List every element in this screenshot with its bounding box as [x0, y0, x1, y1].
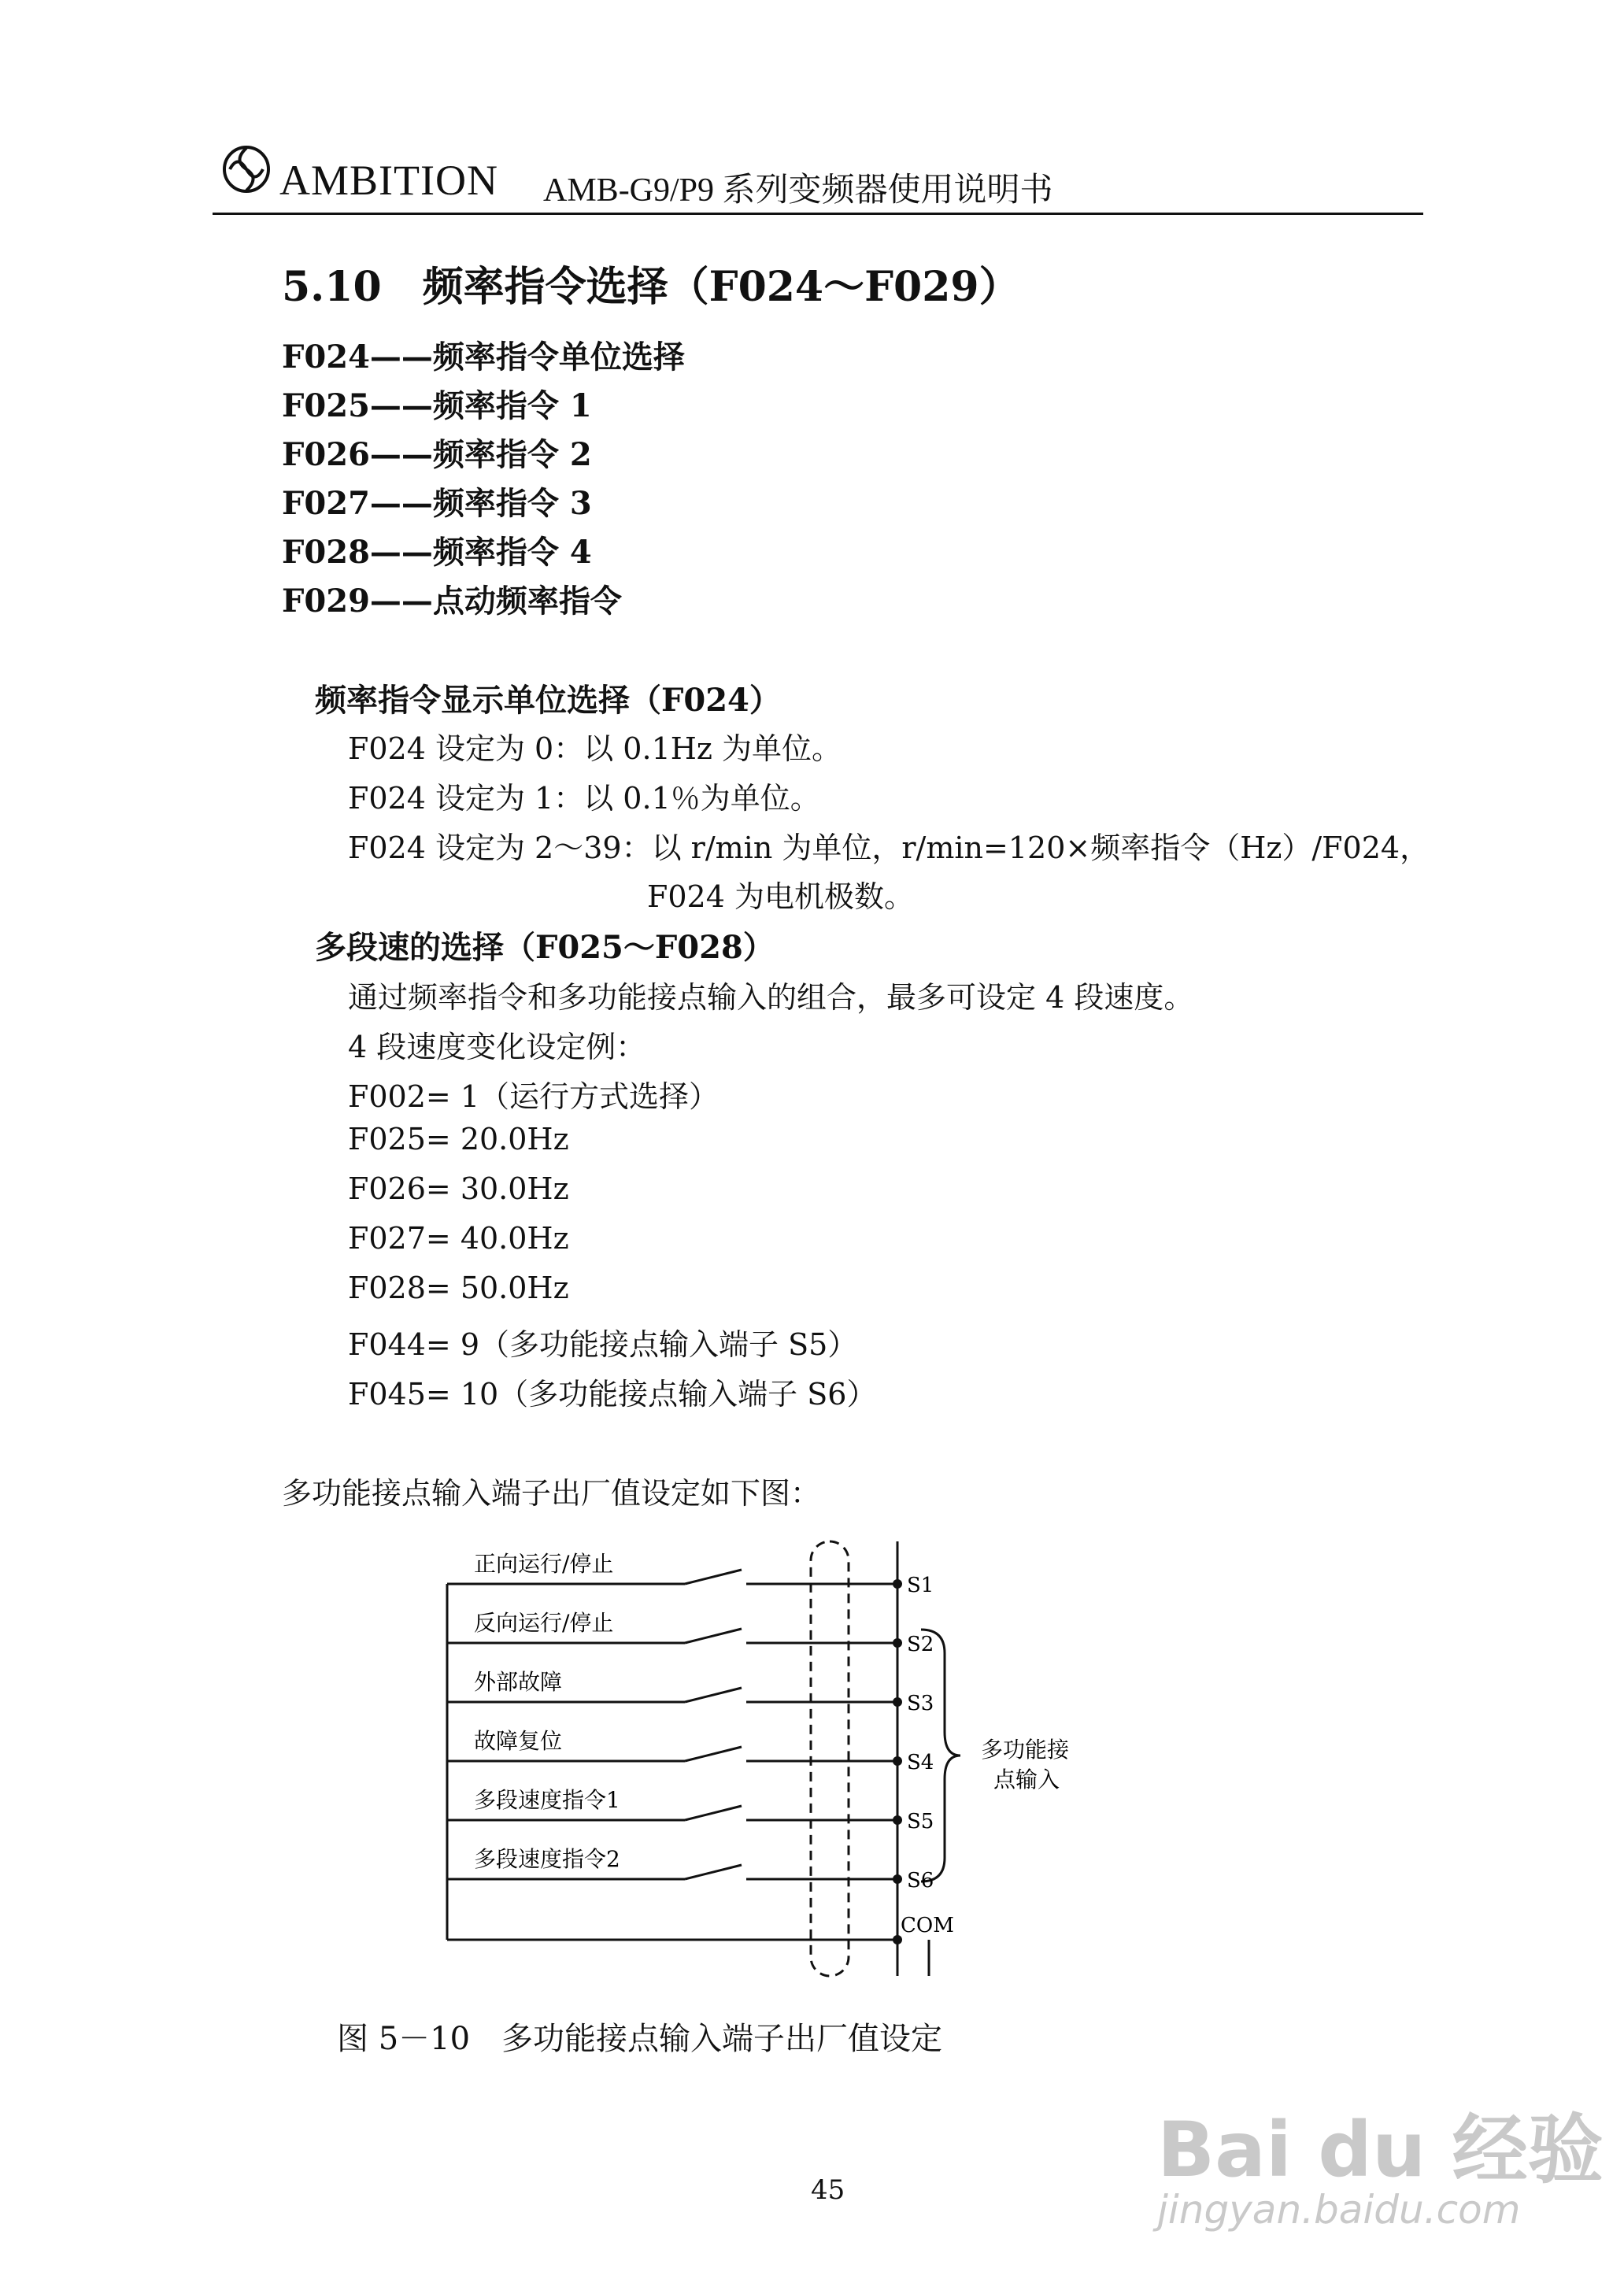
input-label: 反向运行/停止	[474, 1610, 614, 1636]
header-rule	[213, 213, 1423, 215]
unit-select-line: F024 设定为 1：以 0.1％为单位。	[348, 781, 820, 816]
diagram-intro: 多功能接点输入端子出厂值设定如下图：	[282, 1476, 821, 1511]
wiring-diagram	[425, 1527, 1102, 1984]
terminal-label: S1	[907, 1574, 934, 1597]
param-item: F026——频率指令 2	[282, 436, 592, 473]
figure-caption: 图 5－10 多功能接点输入端子出厂值设定	[337, 2021, 943, 2057]
unit-select-continuation: F024 为电机极数。	[647, 879, 914, 914]
input-label: 故障复位	[474, 1728, 563, 1754]
multi-speed-heading: 多段速的选择（F025～F028）	[315, 929, 775, 966]
terminal-label: S3	[907, 1692, 934, 1715]
multi-speed-line: F044= 9（多功能接点输入端子 S5）	[348, 1327, 858, 1362]
terminal-label: S5	[907, 1810, 934, 1833]
unit-select-line: F024 设定为 2～39：以 r/min 为单位，r/min=120×频率指令（Hz）/F024，	[348, 831, 1430, 865]
baidu-watermark-url: jingyan.baidu.com	[1157, 2187, 1521, 2233]
input-label: 多段速度指令1	[474, 1787, 620, 1813]
group-label: 多功能接	[981, 1737, 1070, 1763]
baidu-watermark: Bai du 经验	[1157, 2106, 1604, 2194]
input-label: 外部故障	[474, 1669, 563, 1695]
unit-select-heading: 频率指令显示单位选择（F024）	[315, 682, 781, 719]
multi-speed-line: 通过频率指令和多功能接点输入的组合，最多可设定 4 段速度。	[348, 980, 1194, 1015]
param-item: F029——点动频率指令	[282, 583, 622, 620]
multi-speed-line: F028= 50.0Hz	[348, 1271, 569, 1305]
multi-speed-line: F002= 1（运行方式选择）	[348, 1079, 719, 1114]
param-item: F025——频率指令 1	[282, 387, 592, 424]
multi-speed-line: F026= 30.0Hz	[348, 1171, 569, 1206]
terminal-label: S6	[907, 1869, 934, 1893]
document-title: AMB-G9/P9 系列变频器使用说明书	[543, 172, 1053, 209]
section-title: 5.10 频率指令选择（F024～F029）	[282, 263, 1020, 311]
multi-speed-line: F025= 20.0Hz	[348, 1122, 569, 1156]
param-item: F024——频率指令单位选择	[282, 339, 685, 376]
terminal-label: S4	[907, 1751, 934, 1774]
ambition-logo-icon	[222, 145, 271, 194]
input-label: 正向运行/停止	[474, 1551, 614, 1577]
multi-speed-line: 4 段速度变化设定例：	[348, 1030, 646, 1064]
param-item: F028——频率指令 4	[282, 534, 592, 571]
brand-name: AMBITION	[279, 157, 498, 204]
input-label: 多段速度指令2	[474, 1846, 620, 1872]
terminal-label: S2	[907, 1633, 934, 1656]
group-label: 点输入	[993, 1767, 1060, 1793]
param-item: F027——频率指令 3	[282, 485, 592, 522]
page-number: 45	[811, 2174, 845, 2206]
com-label: COM	[901, 1914, 954, 1937]
multi-speed-line: F027= 40.0Hz	[348, 1221, 569, 1256]
unit-select-line: F024 设定为 0：以 0.1Hz 为单位。	[348, 731, 842, 766]
multi-speed-line: F045= 10（多功能接点输入端子 S6）	[348, 1377, 877, 1412]
